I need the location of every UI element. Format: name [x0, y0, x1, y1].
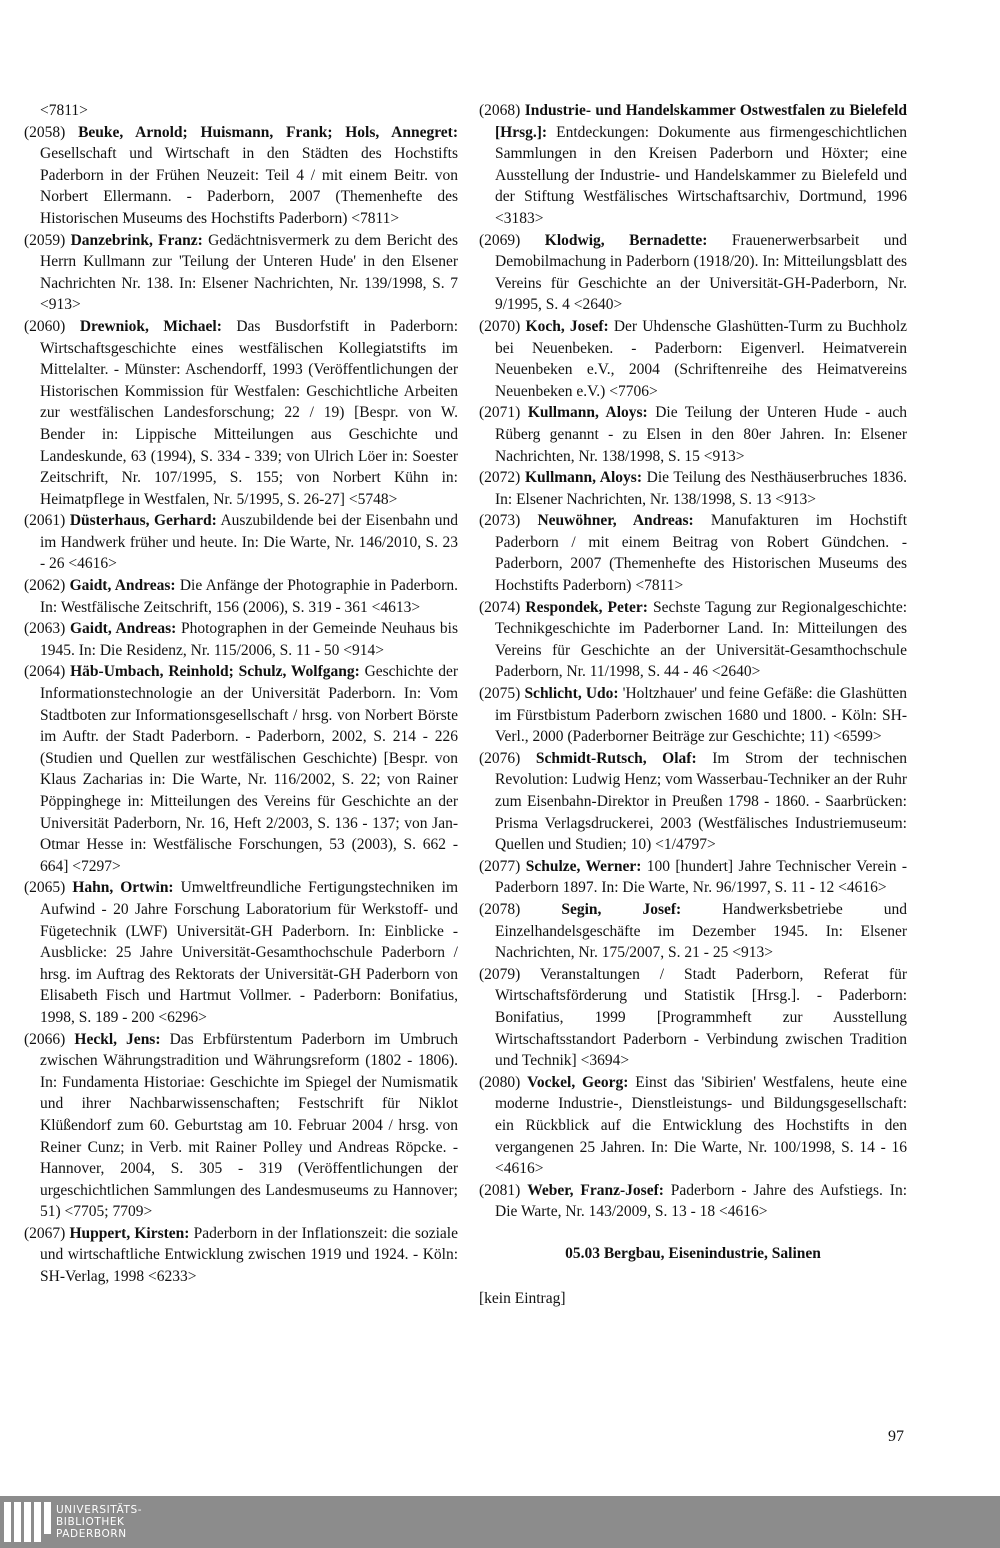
- entry-number: (2062): [24, 577, 66, 595]
- bibliography-entry: [479, 230, 907, 316]
- entry-number: (2077): [479, 857, 521, 875]
- right-column: [479, 100, 907, 1310]
- entry-number: (2073): [479, 512, 521, 530]
- bibliography-entry: [479, 467, 907, 510]
- entry-author: Koch, Josef:: [525, 317, 609, 335]
- entry-text: Der Uhdensche Glashütten-Turm zu Buchholz bei Neuenbeken. - Paderborn: Eigenverl. Heimatverein Neuenbeken e.V., 2004 (Schriftenreihe des Heimatvereins Neuenbeken e.V.) <7706>: [495, 317, 908, 400]
- bibliography-entry: [479, 1180, 907, 1223]
- entry-author: Kullmann, Aloys:: [527, 404, 648, 422]
- entry-text: Die Teilung der Unteren Hude - auch Rüberg genannt - zu Elsen in den 80er Jahren. In: Elsener Nachrichten, Nr. 138/1998, S. 15 <913>: [495, 404, 908, 465]
- section-heading: 05.03 Bergbau, Eisenindustrie, Salinen: [565, 1244, 821, 1262]
- lead-reference: <7811>: [40, 102, 88, 119]
- bibliography-entry: [479, 856, 907, 899]
- bibliography-entry: [479, 964, 907, 1072]
- entry-author: Drewniok, Michael:: [79, 317, 222, 335]
- entry-text: Entdeckungen: Dokumente aus firmengeschichtlichen Sammlungen in den Kreisen Paderborn und Höxter; eine Ausstellung der Industrie- und Handelskammer zu Bielefeld und der Stiftung Westfälisches Wirtschaftsarchiv, Dortmund, 1996 <3183>: [495, 123, 907, 227]
- bibliography-entry: [24, 618, 458, 661]
- entry-text: Photographen in der Gemeinde Neuhaus bis 1945. In: Die Residenz, Nr. 115/2006, S. 11 - 50 <914>: [40, 620, 459, 659]
- entry-number: (2075): [479, 685, 521, 703]
- library-logo-icon: [4, 1502, 52, 1542]
- bibliography-entry: [479, 316, 907, 402]
- entry-author: Danzebrink, Franz:: [70, 231, 203, 249]
- entry-author: Häb-Umbach, Reinhold; Schulz, Wolfgang:: [70, 663, 360, 681]
- entry-author: Weber, Franz-Josef:: [527, 1181, 664, 1199]
- entry-number: (2060): [24, 317, 66, 335]
- entry-text: Die Anfänge der Photographie in Paderborn. In: Westfälische Zeitschrift, 156 (2006), S. 319 - 361 <4613>: [40, 577, 459, 616]
- left-entries: [24, 122, 458, 1288]
- logo-line-1: UNIVERSITÄTS-: [56, 1504, 143, 1516]
- entry-author: Industrie- und Handelskammer Ostwestfalen zu Bielefeld [Hrsg.]:: [495, 102, 907, 141]
- bibliography-entry: [24, 877, 458, 1028]
- entry-author: Schmidt-Rutsch, Olaf:: [535, 749, 697, 767]
- bibliography-entry: [479, 899, 907, 964]
- right-entries: [479, 100, 907, 1223]
- entry-number: (2058): [24, 123, 66, 141]
- entry-number: (2081): [479, 1181, 521, 1199]
- footer-bar: [0, 1496, 1000, 1548]
- library-logo-text: [56, 1504, 142, 1540]
- entry-number: (2064): [24, 663, 66, 681]
- entry-number: (2067): [24, 1224, 66, 1242]
- entry-text: Veranstaltungen / Stadt Paderborn, Referat für Wirtschaftsförderung und Statistik [Hrsg.]. - Paderborn: Bonifatius, 1999 [Programmheft zur Ausstellung Wirtschaftsstandort Paderborn - Verbindung zwischen Tradition und Technik] <3694>: [495, 965, 907, 1070]
- entry-author: Düsterhaus, Gerhard:: [69, 512, 217, 530]
- bibliography-entry: [24, 1029, 458, 1223]
- entry-author: Beuke, Arnold; Huismann, Frank; Hols, Annegret:: [78, 123, 459, 141]
- bibliography-entry: [479, 683, 907, 748]
- entry-text: Manufakturen im Hochstift Paderborn / mit einem Beitrag von Robert Gündchen. - Paderborn, 2007 (Themenhefte des Historischen Museums des Hochstifts Paderborn) <7811>: [495, 512, 908, 595]
- entry-text: Das Busdorfstift in Paderborn: Wirtschaftsgeschichte eines westfälischen Kollegiatstifts im Mittelalter. - Münster: Aschendorff, 1993 (Veröffentlichungen der Historischen Kommission für Westfalen: Geschichtliche Arbeiten zur westfälischen Landesforschung; 22 / 19) [Bespr. von W. Bender in: Lippische Mitteilungen aus Geschichte und Landeskunde, 63 (1994), S. 334 - 339; von Ulrich Löer in: Soester Zeitschrift, Nr. 107/1995, S. 155; von Norbert Kühn in: Heimatpflege in Westfalen, Nr. 5/1995, S. 26-27] <5748>: [40, 317, 459, 508]
- entry-number: (2071): [479, 404, 521, 422]
- entry-text: Sechste Tagung zur Regionalgeschichte: Technikgeschichte im Paderborner Land. In: Mitteilungen des Vereins für Geschichte an der Universität-Gesamthochschule Paderborn, Nr. 11/1998, S. 44 - 46 <2640>: [495, 598, 907, 681]
- bibliography-entry: [479, 748, 907, 856]
- entry-text: 'Holtzhauer' und feine Gefäße: die Glashütten im Fürstbistum Paderborn zwischen 1680 und 1800. - Köln: SH-Verl., 2000 (Paderborner Beiträge zur Geschichte; 11) <6599>: [495, 685, 908, 746]
- entry-text: Die Teilung des Nesthäuserbruches 1836. In: Elsener Nachrichten, Nr. 138/1998, S. 13 <913>: [495, 469, 908, 508]
- entry-number: (2074): [479, 598, 521, 616]
- entry-author: Gaidt, Andreas:: [69, 620, 177, 638]
- entry-number: (2070): [479, 317, 521, 335]
- entry-number: (2069): [479, 231, 521, 249]
- logo-line-3: PADERBORN: [56, 1528, 127, 1540]
- entry-number: (2065): [24, 879, 66, 897]
- bibliography-entry: [24, 575, 458, 618]
- bibliography-entry: [479, 597, 907, 683]
- entry-author: Kullmann, Aloys:: [524, 469, 643, 487]
- entry-text: Einst das 'Sibirien' Westfalens, heute eine moderne Industrie-, Dienstleistungs- und Bildungsgesellschaft: ein Rückblick auf die Entwicklung des Hochstifts in den vergangenen 25 Jahren. In: Die Warte, Nr. 100/1998, S. 14 - 16 <4616>: [495, 1073, 908, 1178]
- entry-author: Schulze, Werner:: [525, 857, 642, 875]
- bibliography-entry: [479, 402, 907, 467]
- entry-author: Segin, Josef:: [561, 900, 682, 918]
- entry-text: Frauenerwerbsarbeit und Demobilmachung in Paderborn (1918/20). In: Mitteilungsblatt des Vereins für Geschichte an der Universität-GH-Paderborn, Nr. 9/1995, S. 4 <2640>: [495, 231, 908, 314]
- entry-author: Schlicht, Udo:: [524, 685, 619, 703]
- entry-number: (2072): [479, 469, 521, 487]
- bibliography-entry: [24, 316, 458, 510]
- entry-author: Respondek, Peter:: [525, 598, 648, 616]
- entry-number: (2076): [479, 749, 521, 767]
- entry-author: Heckl, Jens:: [74, 1030, 161, 1048]
- entry-number: (2080): [479, 1073, 521, 1091]
- bibliography-entry: [479, 510, 907, 596]
- entry-text: Im Strom der technischen Revolution: Ludwig Henz; vom Wasserbau-Techniker an der Ruhr zum Eisenbahn-Direktor in Preußen 1798 - 1860. - Saarbrücken: Prisma Verlagsdruckerei, 2003 (Westfälisches Industriemuseum: Quellen und Studien; 10) <1/4797>: [495, 749, 908, 854]
- entry-author: Neuwöhner, Andreas:: [537, 512, 694, 530]
- entry-author: Vockel, Georg:: [527, 1073, 629, 1091]
- entry-text: 100 [hundert] Jahre Technischer Verein - Paderborn 1897. In: Die Warte, Nr. 96/1997, S. 11 - 12 <4616>: [495, 857, 907, 897]
- entry-number: (2078): [479, 900, 521, 918]
- entry-text: Umweltfreundliche Fertigungstechniken im Aufwind - 20 Jahre Forschung Laboratorium für Werkstoff- und Fügetechnik (LWF) Universität-GH Paderborn. In: Einblicke - Ausblicke: 25 Jahre Universität-Gesamthochschule Paderborn / hrsg. im Auftrag des Rektorats der Universität-GH Paderborn von Elisabeth Fisch und Hartmut Vollmer. - Paderborn: Bonifatius, 1998, S. 189 - 200 <6296>: [40, 879, 458, 1026]
- entry-number: (2068): [479, 102, 521, 119]
- entry-text: Das Erbfürstentum Paderborn im Umbruch zwischen Währungstradition und Währungsreform (1802 - 1806). In: Fundamenta Historiae: Geschichte im Spiegel der Numismatik und ihrer Nachbarwissenschaften; Festschrift für Niklot Klüßendorf zum 60. Geburtstag am 10. Februar 2004 / hrsg. von Reiner Cunz; in Verb. mit Rainer Polley und Andreas Röpcke. - Hannover, 2004, S. 305 - 319 (Veröffentlichungen der urgeschichtlichen Sammlungen des Landesmuseums zu Hannover; 51) <7705; 7709>: [40, 1030, 459, 1221]
- bibliography-entry: [24, 661, 458, 877]
- entry-author: Gaidt, Andreas:: [69, 577, 176, 595]
- bibliography-entry: [24, 1223, 458, 1288]
- bibliography-entry: [24, 510, 458, 575]
- no-entry-text: [kein Eintrag]: [479, 1290, 566, 1308]
- bibliography-entry: [24, 122, 458, 230]
- entry-author: Huppert, Kirsten:: [69, 1224, 190, 1242]
- bibliography-entry: [24, 230, 458, 316]
- entry-text: Gedächtnisvermerk zu dem Bericht des Herrn Kullmann zur 'Teilung der Unteren Hude' in den Elsener Nachrichten Nr. 138. In: Elsener Nachrichten, Nr. 139/1998, S. 7 <913>: [40, 231, 459, 314]
- entry-text: Geschichte der Informationstechnologie an der Universität Paderborn. In: Vom Stadtboten zur Informationsgesellschaft / hrsg. von Norbert Börste im Auftr. der Stadt Paderborn. - Paderborn, 2002, S. 214 - 226 (Studien und Quellen zur westfälischen Geschichte) [Bespr. von Klaus Zacharias in: Die Warte, Nr. 116/2002, S. 22; von Rainer Pöppinghege in: Mitteilungen des Vereins für Geschichte an der Universität Paderborn, Nr. 16, Heft 2/2003, S. 136 - 137; von Jan-Otmar Hesse in: Westfälische Forschungen, 53 (2003), S. 662 - 664] <7297>: [40, 663, 458, 875]
- page-number: 97: [888, 1428, 904, 1445]
- entry-text: Handwerksbetriebe und Einzelhandelsgeschäfte im Dezember 1945. In: Elsener Nachrichten, Nr. 175/2007, S. 21 - 25 <913>: [495, 900, 907, 962]
- entry-text: Paderborn - Jahre des Aufstiegs. In: Die Warte, Nr. 143/2009, S. 13 - 18 <4616>: [495, 1181, 908, 1221]
- entry-number: (2063): [24, 620, 66, 638]
- entry-text: Auszubildende bei der Eisenbahn und im Handwerk früher und heute. In: Die Warte, Nr. 146/2010, S. 23 - 26 <4616>: [40, 512, 458, 573]
- entry-number: (2066): [24, 1030, 66, 1048]
- entry-number: (2061): [24, 512, 66, 530]
- bibliography-entry: [479, 100, 907, 230]
- entry-author: Klodwig, Bernadette:: [544, 231, 708, 249]
- bibliography-entry: [479, 1072, 907, 1180]
- entry-text: Gesellschaft und Wirtschaft in den Städten des Hochstifts Paderborn in der Frühen Neuzeit: Teil 4 / mit einem Beitr. von Norbert Ellermann. - Paderborn, 2007 (Themenhefte des Historischen Museums des Hochstifts Paderborn) <7811>: [40, 145, 458, 227]
- entry-number: (2079): [479, 965, 521, 983]
- entry-number: (2059): [24, 231, 66, 249]
- entry-text: Paderborn in der Inflationszeit: die soziale und wirtschaftliche Entwicklung zwischen 1919 und 1924. - Köln: SH-Verlag, 1998 <6233>: [40, 1224, 458, 1286]
- left-column: [24, 100, 458, 1288]
- logo-line-2: BIBLIOTHEK: [56, 1516, 125, 1528]
- entry-author: Hahn, Ortwin:: [72, 879, 174, 897]
